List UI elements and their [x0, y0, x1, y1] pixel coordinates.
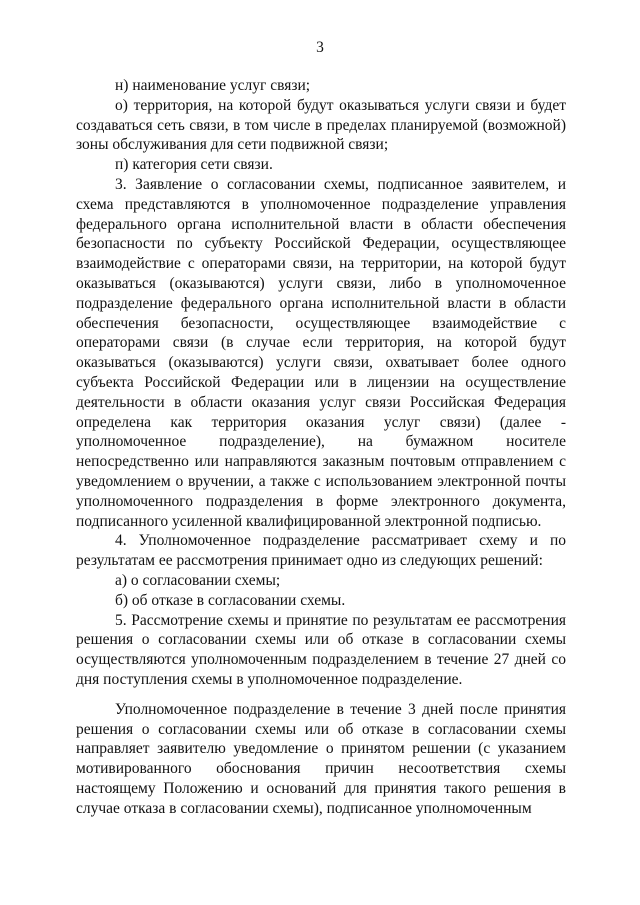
paragraph-notification: Уполномоченное подразделение в течение 3 дней после принятия решения о согласовании схемы или об отказе в согласовании схемы направляет заявителю уведомление о принятом решении (с указанием мотивированного обоснования причин несоответствия схемы настоящему Положению и оснований для принятия такого решения в случае отказа в согласовании схемы), подписанное уполномоченным [76, 700, 566, 817]
paragraph-item-n: н) наименование услуг связи; [115, 77, 311, 94]
paragraph-item-a: а) о согласовании схемы; [115, 571, 281, 589]
document-body [76, 76, 566, 818]
paragraph-clause-4: 4. Уполномоченное подразделение рассматривает схему и по результатам ее рассмотрения принимает одно из следующих решений: [76, 532, 566, 570]
paragraph-item-o: о) территория, на которой будут оказываться услуги связи и будет создаваться сеть связи, в том числе в пределах планируемой (возможной) зоны обслуживания для сети подвижной связи; [76, 96, 566, 154]
paragraph-item-b: б) об отказе в согласовании схемы. [115, 591, 346, 609]
page-number: 3 [316, 39, 324, 56]
paragraph-clause-5: 5. Рассмотрение схемы и принятие по результатам ее рассмотрения решения о согласовании схемы или об отказе в согласовании схемы осуществляются уполномоченным подразделением в течение 27 дней со дня поступления схемы в уполномоченное подразделение. [76, 611, 566, 688]
paragraph-clause-3: 3. Заявление о согласовании схемы, подписанное заявителем, и схема представляются в уполномоченное подразделение управления федерального органа исполнительной власти в области обеспечения безопасности по субъекту Российской Федерации, осуществляющее взаимодействие с операторами связи, на территории, на которой будут оказываться (оказываются) услуги связи, либо в уполномоченное подразделение федерального органа исполнительной власти в области обеспечения безопасности, осуществляющее взаимодействие с операторами связи (в случае если территория, на которой будут оказываться (оказываются) услуги связи, охватывает более одного субъекта Российской Федерации или в лицензии на осуществление деятельности в области оказания услуг связи Российская Федерация определена как территория оказания услуг связи) (далее - уполномоченное подразделение), на бумажном носителе непосредственно или направляются заказным почтовым отправлением с уведомлением о вручении, а также с использованием электронной почты уполномоченного подразделения в форме электронного документа, подписанного усиленной квалифицированной электронной подписью. [76, 175, 566, 530]
paragraph-item-p: п) категория сети связи. [115, 156, 273, 174]
